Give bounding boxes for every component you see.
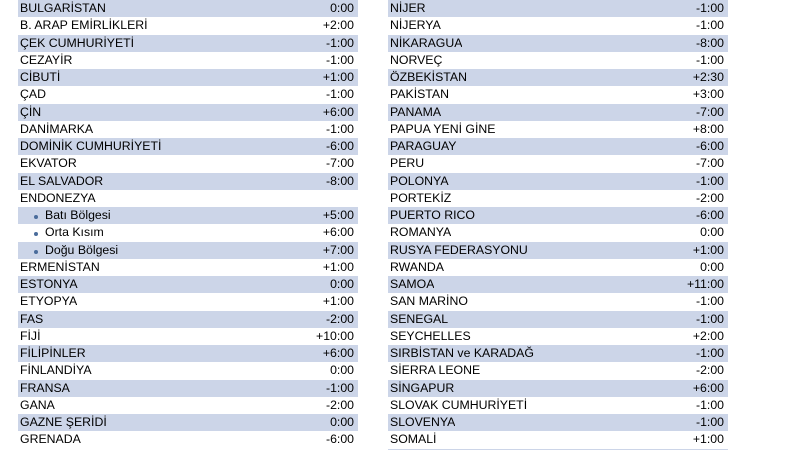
country-name-label: SAN MARİNO [390, 294, 468, 309]
country-name-cell [20, 362, 92, 379]
table-row [388, 173, 728, 190]
country-name-label: CİBUTİ [20, 70, 61, 84]
country-name-label: PANAMA [390, 104, 442, 119]
country-name-cell [20, 311, 43, 328]
country-name-label: B. ARAP EMİRLİKLERİ [20, 18, 148, 33]
country-name-cell [20, 242, 118, 259]
country-name-cell [20, 431, 81, 448]
table-row [18, 380, 358, 397]
offset-value: -2:00 [695, 190, 724, 205]
country-name-cell [390, 155, 424, 172]
table-row [18, 17, 358, 34]
table-row [388, 104, 728, 121]
offset-value: -1:00 [695, 346, 724, 360]
offset-value: +7:00 [322, 242, 354, 257]
country-name-cell [390, 104, 441, 121]
country-name-cell [390, 276, 434, 293]
table-row [18, 0, 358, 17]
table-row [388, 276, 728, 293]
table-row [388, 69, 728, 86]
offset-value: -1:00 [695, 397, 724, 412]
country-name-cell [20, 104, 41, 121]
table-row [388, 362, 728, 379]
offset-value: +2:30 [692, 70, 724, 84]
country-name-cell [20, 52, 72, 69]
country-name-cell [390, 380, 454, 397]
country-name-label: PAKİSTAN [390, 87, 449, 102]
country-name-label: FRANSA [20, 380, 70, 395]
offset-value: -6:00 [695, 208, 724, 222]
country-name-label: SLOVAK CUMHURİYETİ [390, 397, 528, 412]
offset-value: -1:00 [695, 294, 724, 309]
table-row [18, 207, 358, 224]
country-name-cell [20, 224, 104, 241]
country-name-cell [20, 207, 111, 224]
country-name-label: BULGARİSTAN [20, 1, 106, 15]
country-name-cell [390, 242, 528, 259]
offset-value: -2:00 [325, 397, 354, 412]
country-name-cell [20, 414, 107, 431]
country-name-label: ÇAD [20, 87, 46, 102]
table-row [388, 345, 728, 362]
country-name-label: GAZNE ŞERİDİ [20, 415, 107, 429]
bullet-icon [34, 215, 38, 219]
table-row [18, 155, 358, 172]
country-name-label: CEZAYİR [20, 52, 73, 67]
offset-value: -1:00 [325, 380, 354, 395]
table-row [388, 224, 728, 241]
offset-value: -6:00 [325, 139, 354, 153]
offset-value: -6:00 [325, 432, 354, 447]
table-row [18, 138, 358, 155]
country-name-cell [390, 311, 448, 328]
country-name-cell [390, 328, 471, 345]
country-name-cell [390, 17, 441, 34]
table-row [388, 397, 728, 414]
country-name-cell [20, 345, 86, 362]
offset-value: +6:00 [322, 225, 354, 240]
country-name-cell [390, 431, 436, 448]
offset-value: -8:00 [325, 173, 354, 188]
country-name-label: FİNLANDİYA [20, 363, 92, 378]
offset-value: 0:00 [330, 1, 354, 15]
country-name-label: EKVATOR [20, 156, 77, 171]
country-name-cell [390, 35, 462, 52]
country-name-cell [20, 0, 106, 17]
offset-value: -1:00 [695, 52, 724, 67]
offset-value: -6:00 [695, 139, 724, 153]
table-row [18, 311, 358, 328]
offset-value: -7:00 [695, 156, 724, 171]
country-name-label: EL SALVADOR [20, 173, 104, 188]
country-name-label: GRENADA [20, 432, 81, 447]
country-name-label: RUSYA FEDERASYONU [390, 242, 528, 257]
offset-value: +6:00 [692, 380, 724, 395]
offset-value: +10:00 [316, 328, 354, 343]
country-name-cell [390, 397, 527, 414]
table-row [18, 293, 358, 310]
country-name-cell [20, 17, 148, 34]
country-name-label: SENEGAL [390, 311, 449, 326]
country-name-label: PERU [390, 156, 425, 171]
table-row [388, 431, 728, 448]
country-name-label: Orta Kısım [45, 225, 104, 240]
timezone-column-left [18, 0, 358, 450]
country-name-cell [20, 380, 70, 397]
country-name-cell [20, 259, 100, 276]
country-name-cell [20, 138, 161, 155]
table-row [18, 104, 358, 121]
table-row [18, 35, 358, 52]
country-name-cell [390, 121, 495, 138]
country-name-cell [20, 190, 96, 207]
table-row [388, 242, 728, 259]
offset-value: +1:00 [322, 70, 354, 84]
country-name-label: POLONYA [390, 173, 449, 188]
offset-value: 0:00 [700, 259, 724, 274]
country-name-label: NİJERYA [390, 18, 441, 33]
offset-value: +8:00 [692, 121, 724, 136]
offset-value: -7:00 [325, 156, 354, 171]
country-name-cell [390, 362, 480, 379]
country-name-label: GANA [20, 397, 55, 412]
offset-value: -1:00 [325, 35, 354, 50]
table-row [18, 276, 358, 293]
offset-value: -1:00 [695, 415, 724, 429]
table-row [388, 328, 728, 345]
country-name-cell [20, 86, 46, 103]
country-name-cell [390, 414, 455, 431]
offset-value: +6:00 [322, 104, 354, 119]
table-row [18, 362, 358, 379]
country-name-cell [390, 86, 449, 103]
offset-value: 0:00 [330, 277, 354, 291]
country-name-label: PAPUA YENİ GİNE [390, 121, 496, 136]
offset-value: -2:00 [695, 363, 724, 378]
table-row [388, 17, 728, 34]
country-name-cell [20, 397, 55, 414]
country-name-cell [20, 35, 134, 52]
country-name-label: SİNGAPUR [390, 380, 455, 395]
country-name-cell [20, 173, 103, 190]
table-row [18, 328, 358, 345]
table-row [18, 397, 358, 414]
table-row [388, 35, 728, 52]
country-name-label: Batı Bölgesi [45, 208, 111, 222]
offset-value: -8:00 [695, 35, 724, 50]
country-name-cell [390, 293, 468, 310]
country-name-label: NORVEÇ [390, 52, 443, 67]
offset-value: +6:00 [322, 346, 354, 360]
table-row [388, 311, 728, 328]
offset-value: -1:00 [325, 87, 354, 102]
country-name-label: SIRBİSTAN ve KARADAĞ [390, 346, 534, 360]
table-row [388, 138, 728, 155]
country-name-label: ÇEK CUMHURİYETİ [20, 35, 135, 50]
offset-value: -1:00 [695, 173, 724, 188]
table-row [18, 86, 358, 103]
offset-value: -1:00 [695, 311, 724, 326]
bullet-icon [34, 250, 38, 254]
offset-value: 0:00 [330, 415, 354, 429]
timezone-column-right [388, 0, 728, 450]
offset-value: -2:00 [325, 311, 354, 326]
offset-value: +1:00 [322, 294, 354, 309]
table-row [388, 380, 728, 397]
table-row [388, 207, 728, 224]
country-name-cell [390, 0, 426, 17]
country-name-label: FAS [20, 311, 44, 326]
country-name-label: SAMOA [390, 277, 435, 291]
country-name-label: ÖZBEKİSTAN [390, 70, 467, 84]
offset-value: +1:00 [692, 432, 724, 447]
country-name-cell [20, 69, 60, 86]
country-name-cell [390, 259, 444, 276]
country-name-label: DOMİNİK CUMHURİYETİ [20, 139, 162, 153]
offset-value: -1:00 [695, 1, 724, 15]
country-name-cell [390, 69, 467, 86]
country-name-label: DANİMARKA [20, 121, 94, 136]
offset-value: -7:00 [695, 104, 724, 119]
country-name-label: SİERRA LEONE [390, 363, 481, 378]
table-row [388, 293, 728, 310]
country-name-label: NİKARAGUA [390, 35, 463, 50]
country-name-label: ETYOPYA [20, 294, 78, 309]
country-name-label: ROMANYA [390, 225, 452, 240]
offset-value: +2:00 [692, 328, 724, 343]
country-name-label: ERMENİSTAN [20, 259, 100, 274]
country-name-label: ESTONYA [20, 277, 78, 291]
country-name-cell [390, 52, 442, 69]
offset-value: +1:00 [692, 242, 724, 257]
country-name-label: RWANDA [390, 259, 444, 274]
country-name-label: FİJİ [20, 328, 41, 343]
offset-value: -1:00 [325, 52, 354, 67]
country-name-label: PUERTO RICO [390, 208, 475, 222]
country-name-cell [390, 138, 457, 155]
country-name-cell [20, 121, 93, 138]
offset-value: +2:00 [322, 18, 354, 33]
offset-value: +5:00 [322, 208, 354, 222]
table-row [18, 224, 358, 241]
offset-value: +1:00 [322, 259, 354, 274]
country-name-label: SLOVENYA [390, 415, 456, 429]
offset-value: 0:00 [330, 363, 354, 378]
table-row [388, 121, 728, 138]
offset-value: +3:00 [692, 87, 724, 102]
table-row [388, 0, 728, 17]
offset-value: +11:00 [686, 277, 724, 291]
country-name-label: FİLİPİNLER [20, 346, 86, 360]
table-row [18, 242, 358, 259]
country-name-label: SOMALİ [390, 432, 437, 447]
table-row [18, 52, 358, 69]
country-name-label: PORTEKİZ [390, 190, 452, 205]
table-row [18, 69, 358, 86]
table-row [18, 190, 358, 207]
table-row [388, 52, 728, 69]
country-name-cell [390, 190, 451, 207]
bullet-icon [34, 232, 38, 236]
table-row [18, 259, 358, 276]
table-row [18, 345, 358, 362]
country-name-cell [390, 224, 451, 241]
country-name-label: Doğu Bölgesi [45, 242, 119, 257]
country-name-cell [20, 276, 78, 293]
country-name-cell [390, 207, 475, 224]
table-row [388, 190, 728, 207]
offset-value: -1:00 [695, 18, 724, 33]
table-row [18, 173, 358, 190]
country-name-cell [20, 293, 77, 310]
table-row [388, 155, 728, 172]
country-name-cell [20, 155, 77, 172]
country-name-label: SEYCHELLES [390, 328, 471, 343]
country-name-label: ÇİN [20, 104, 42, 119]
table-row [18, 431, 358, 448]
country-name-label: ENDONEZYA [20, 190, 96, 205]
country-name-cell [20, 328, 41, 345]
country-name-cell [390, 173, 449, 190]
country-name-cell [390, 345, 534, 362]
offset-value: 0:00 [700, 225, 724, 240]
table-row [388, 86, 728, 103]
table-row [18, 121, 358, 138]
country-name-label: PARAGUAY [390, 139, 457, 153]
table-row [18, 414, 358, 431]
table-row [388, 414, 728, 431]
table-row [388, 259, 728, 276]
country-name-label: NİJER [390, 1, 426, 15]
offset-value: -1:00 [325, 121, 354, 136]
